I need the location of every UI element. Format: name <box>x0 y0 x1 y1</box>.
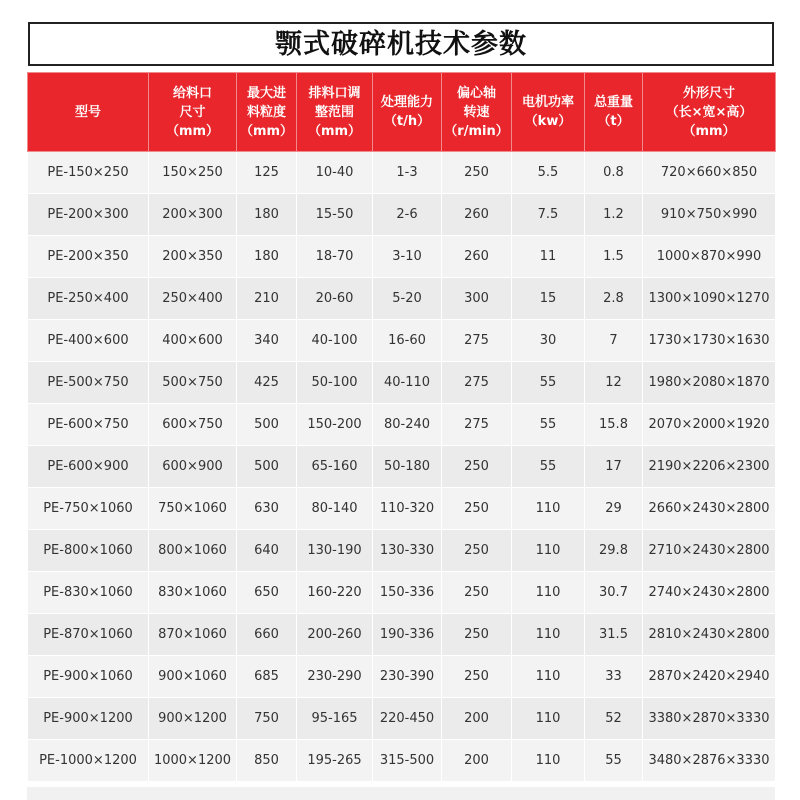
column-header-line: （t） <box>597 114 630 129</box>
table-cell: 300 <box>442 278 512 320</box>
table-cell: 30 <box>512 320 585 362</box>
table-cell: 20-60 <box>297 278 373 320</box>
model-cell: PE-800×1060 <box>28 530 149 572</box>
table-cell: 200 <box>442 698 512 740</box>
table-row <box>28 362 776 404</box>
table-cell: 40-100 <box>297 320 373 362</box>
column-header-line: （t/h） <box>383 114 431 129</box>
table-cell: 830×1060 <box>149 572 237 614</box>
table-cell: 250×400 <box>149 278 237 320</box>
table-cell: 110 <box>512 614 585 656</box>
table-cell: 210 <box>237 278 297 320</box>
table-cell: 31.5 <box>585 614 643 656</box>
table-row <box>28 194 776 236</box>
column-header-line: 电机功率 <box>521 95 574 110</box>
table-cell: 660 <box>237 614 297 656</box>
table-cell: 850 <box>237 740 297 782</box>
table-cell: 250 <box>442 446 512 488</box>
column-header <box>512 73 585 152</box>
column-header-line: 整范围 <box>314 104 354 120</box>
table-body <box>28 152 776 782</box>
column-header <box>585 73 643 152</box>
table-cell: 80-240 <box>373 404 442 446</box>
column-header-line: 处理能力 <box>380 95 433 110</box>
table-cell: 3480×2876×3330 <box>643 740 776 782</box>
table-cell: 630 <box>237 488 297 530</box>
table-cell: 315-500 <box>373 740 442 782</box>
table-cell: 2740×2430×2800 <box>643 572 776 614</box>
table-cell: 180 <box>237 236 297 278</box>
column-header-line: （kw） <box>524 114 572 129</box>
table-cell: 275 <box>442 320 512 362</box>
column-header-line: 总重量 <box>593 95 633 110</box>
title-box <box>28 22 774 66</box>
table-cell: 600×900 <box>149 446 237 488</box>
column-header-line: 排料口调 <box>308 85 361 101</box>
table-cell: 2870×2420×2940 <box>643 656 776 698</box>
table-cell: 3380×2870×3330 <box>643 698 776 740</box>
table-cell: 12 <box>585 362 643 404</box>
column-header-line: （mm） <box>165 123 220 139</box>
column-header <box>149 73 237 152</box>
column-header-line: 最大进 <box>246 85 286 101</box>
table-cell: 0.8 <box>585 152 643 194</box>
column-header-line: 转速 <box>463 104 490 120</box>
model-cell: PE-750×1060 <box>28 488 149 530</box>
model-cell: PE-500×750 <box>28 362 149 404</box>
table-cell: 1000×870×990 <box>643 236 776 278</box>
table-cell: 130-190 <box>297 530 373 572</box>
column-header-line: （mm） <box>239 123 294 139</box>
table-cell: 150-336 <box>373 572 442 614</box>
table-cell: 1-3 <box>373 152 442 194</box>
model-cell: PE-600×900 <box>28 446 149 488</box>
model-cell: PE-400×600 <box>28 320 149 362</box>
column-header-line: 尺寸 <box>179 104 206 120</box>
column-header-line: 偏心轴 <box>456 85 496 101</box>
table-cell: 800×1060 <box>149 530 237 572</box>
table-cell: 30.7 <box>585 572 643 614</box>
table-cell: 55 <box>585 740 643 782</box>
table-cell: 33 <box>585 656 643 698</box>
column-header <box>237 73 297 152</box>
column-header <box>442 73 512 152</box>
table-cell: 7.5 <box>512 194 585 236</box>
column-header <box>28 73 149 152</box>
table-cell: 200-260 <box>297 614 373 656</box>
table-cell: 52 <box>585 698 643 740</box>
model-cell: PE-150×250 <box>28 152 149 194</box>
table-cell: 110 <box>512 488 585 530</box>
table-cell: 200×300 <box>149 194 237 236</box>
column-header-line: （mm） <box>682 123 736 139</box>
table-cell: 5.5 <box>512 152 585 194</box>
table-cell: 150×250 <box>149 152 237 194</box>
model-cell: PE-200×300 <box>28 194 149 236</box>
table-cell: 180 <box>237 194 297 236</box>
table-cell: 2.8 <box>585 278 643 320</box>
table-cell: 650 <box>237 572 297 614</box>
table-cell: 230-390 <box>373 656 442 698</box>
column-header-line: （长×宽×高） <box>665 104 753 120</box>
table-cell: 2070×2000×1920 <box>643 404 776 446</box>
table-cell: 18-70 <box>297 236 373 278</box>
table-cell: 250 <box>442 530 512 572</box>
table-cell: 200 <box>442 740 512 782</box>
column-header-line: 料粒度 <box>246 104 286 120</box>
spec-table <box>27 72 776 782</box>
table-row <box>28 404 776 446</box>
table-cell: 340 <box>237 320 297 362</box>
model-cell: PE-900×1060 <box>28 656 149 698</box>
table-row <box>28 236 776 278</box>
table-cell: 250 <box>442 572 512 614</box>
model-cell: PE-830×1060 <box>28 572 149 614</box>
table-cell: 275 <box>442 404 512 446</box>
table-row <box>28 614 776 656</box>
table-cell: 7 <box>585 320 643 362</box>
table-cell: 15-50 <box>297 194 373 236</box>
table-cell: 95-165 <box>297 698 373 740</box>
table-cell: 110 <box>512 740 585 782</box>
table-cell: 720×660×850 <box>643 152 776 194</box>
page-title: 颚式破碎机技术参数 <box>275 28 527 60</box>
table-cell: 2710×2430×2800 <box>643 530 776 572</box>
table-row <box>28 698 776 740</box>
table-cell: 10-40 <box>297 152 373 194</box>
column-header <box>297 73 373 152</box>
table-cell: 250 <box>442 614 512 656</box>
table-cell: 5-20 <box>373 278 442 320</box>
table-cell: 3-10 <box>373 236 442 278</box>
table-cell: 130-330 <box>373 530 442 572</box>
table-row <box>28 656 776 698</box>
table-cell: 160-220 <box>297 572 373 614</box>
table-cell: 640 <box>237 530 297 572</box>
table-cell: 15 <box>512 278 585 320</box>
table-cell: 910×750×990 <box>643 194 776 236</box>
table-row <box>28 530 776 572</box>
column-header <box>373 73 442 152</box>
table-cell: 500 <box>237 404 297 446</box>
table-cell: 65-160 <box>297 446 373 488</box>
table-cell: 55 <box>512 362 585 404</box>
table-cell: 1980×2080×1870 <box>643 362 776 404</box>
table-cell: 150-200 <box>297 404 373 446</box>
table-cell: 1.5 <box>585 236 643 278</box>
table-cell: 1730×1730×1630 <box>643 320 776 362</box>
table-row <box>28 278 776 320</box>
table-cell: 29.8 <box>585 530 643 572</box>
table-row <box>28 152 776 194</box>
table-cell: 50-180 <box>373 446 442 488</box>
model-cell: PE-900×1200 <box>28 698 149 740</box>
table-row <box>28 320 776 362</box>
table-cell: 1300×1090×1270 <box>643 278 776 320</box>
table-cell: 500×750 <box>149 362 237 404</box>
model-cell: PE-870×1060 <box>28 614 149 656</box>
table-cell: 870×1060 <box>149 614 237 656</box>
table-cell: 900×1200 <box>149 698 237 740</box>
model-cell: PE-200×350 <box>28 236 149 278</box>
table-cell: 500 <box>237 446 297 488</box>
table-cell: 17 <box>585 446 643 488</box>
table-header-row <box>28 73 776 152</box>
table-cell: 250 <box>442 656 512 698</box>
table-cell: 125 <box>237 152 297 194</box>
column-header-line: 型号 <box>74 104 101 120</box>
table-cell: 260 <box>442 236 512 278</box>
table-cell: 2190×2206×2300 <box>643 446 776 488</box>
table-row <box>28 446 776 488</box>
column-header-line: 给料口 <box>172 85 212 101</box>
table-cell: 29 <box>585 488 643 530</box>
table-cell: 110 <box>512 698 585 740</box>
column-header-line: 外形尺寸 <box>682 85 735 101</box>
table-row <box>28 740 776 782</box>
column-header-line: （r/min） <box>444 123 509 139</box>
table-continuation-strip <box>27 787 775 800</box>
table-cell: 2-6 <box>373 194 442 236</box>
table-cell: 1.2 <box>585 194 643 236</box>
table-cell: 110 <box>512 656 585 698</box>
table-cell: 110 <box>512 530 585 572</box>
table-cell: 11 <box>512 236 585 278</box>
table-cell: 260 <box>442 194 512 236</box>
table-cell: 425 <box>237 362 297 404</box>
table-cell: 400×600 <box>149 320 237 362</box>
table-row <box>28 488 776 530</box>
table-cell: 190-336 <box>373 614 442 656</box>
table-cell: 600×750 <box>149 404 237 446</box>
table-cell: 230-290 <box>297 656 373 698</box>
table-cell: 16-60 <box>373 320 442 362</box>
table-cell: 250 <box>442 488 512 530</box>
table-cell: 15.8 <box>585 404 643 446</box>
table-cell: 50-100 <box>297 362 373 404</box>
table-cell: 195-265 <box>297 740 373 782</box>
table-cell: 2660×2430×2800 <box>643 488 776 530</box>
table-cell: 55 <box>512 404 585 446</box>
table-cell: 685 <box>237 656 297 698</box>
table-row <box>28 572 776 614</box>
table-cell: 55 <box>512 446 585 488</box>
model-cell: PE-1000×1200 <box>28 740 149 782</box>
table-cell: 110 <box>512 572 585 614</box>
table-cell: 275 <box>442 362 512 404</box>
table-cell: 2810×2430×2800 <box>643 614 776 656</box>
table-cell: 900×1060 <box>149 656 237 698</box>
table-cell: 40-110 <box>373 362 442 404</box>
table-cell: 80-140 <box>297 488 373 530</box>
column-header-line: （mm） <box>307 123 362 139</box>
table-cell: 750×1060 <box>149 488 237 530</box>
table-cell: 750 <box>237 698 297 740</box>
table-cell: 200×350 <box>149 236 237 278</box>
table-cell: 220-450 <box>373 698 442 740</box>
table-cell: 1000×1200 <box>149 740 237 782</box>
column-header <box>643 73 776 152</box>
table-cell: 250 <box>442 152 512 194</box>
model-cell: PE-600×750 <box>28 404 149 446</box>
model-cell: PE-250×400 <box>28 278 149 320</box>
table-cell: 110-320 <box>373 488 442 530</box>
